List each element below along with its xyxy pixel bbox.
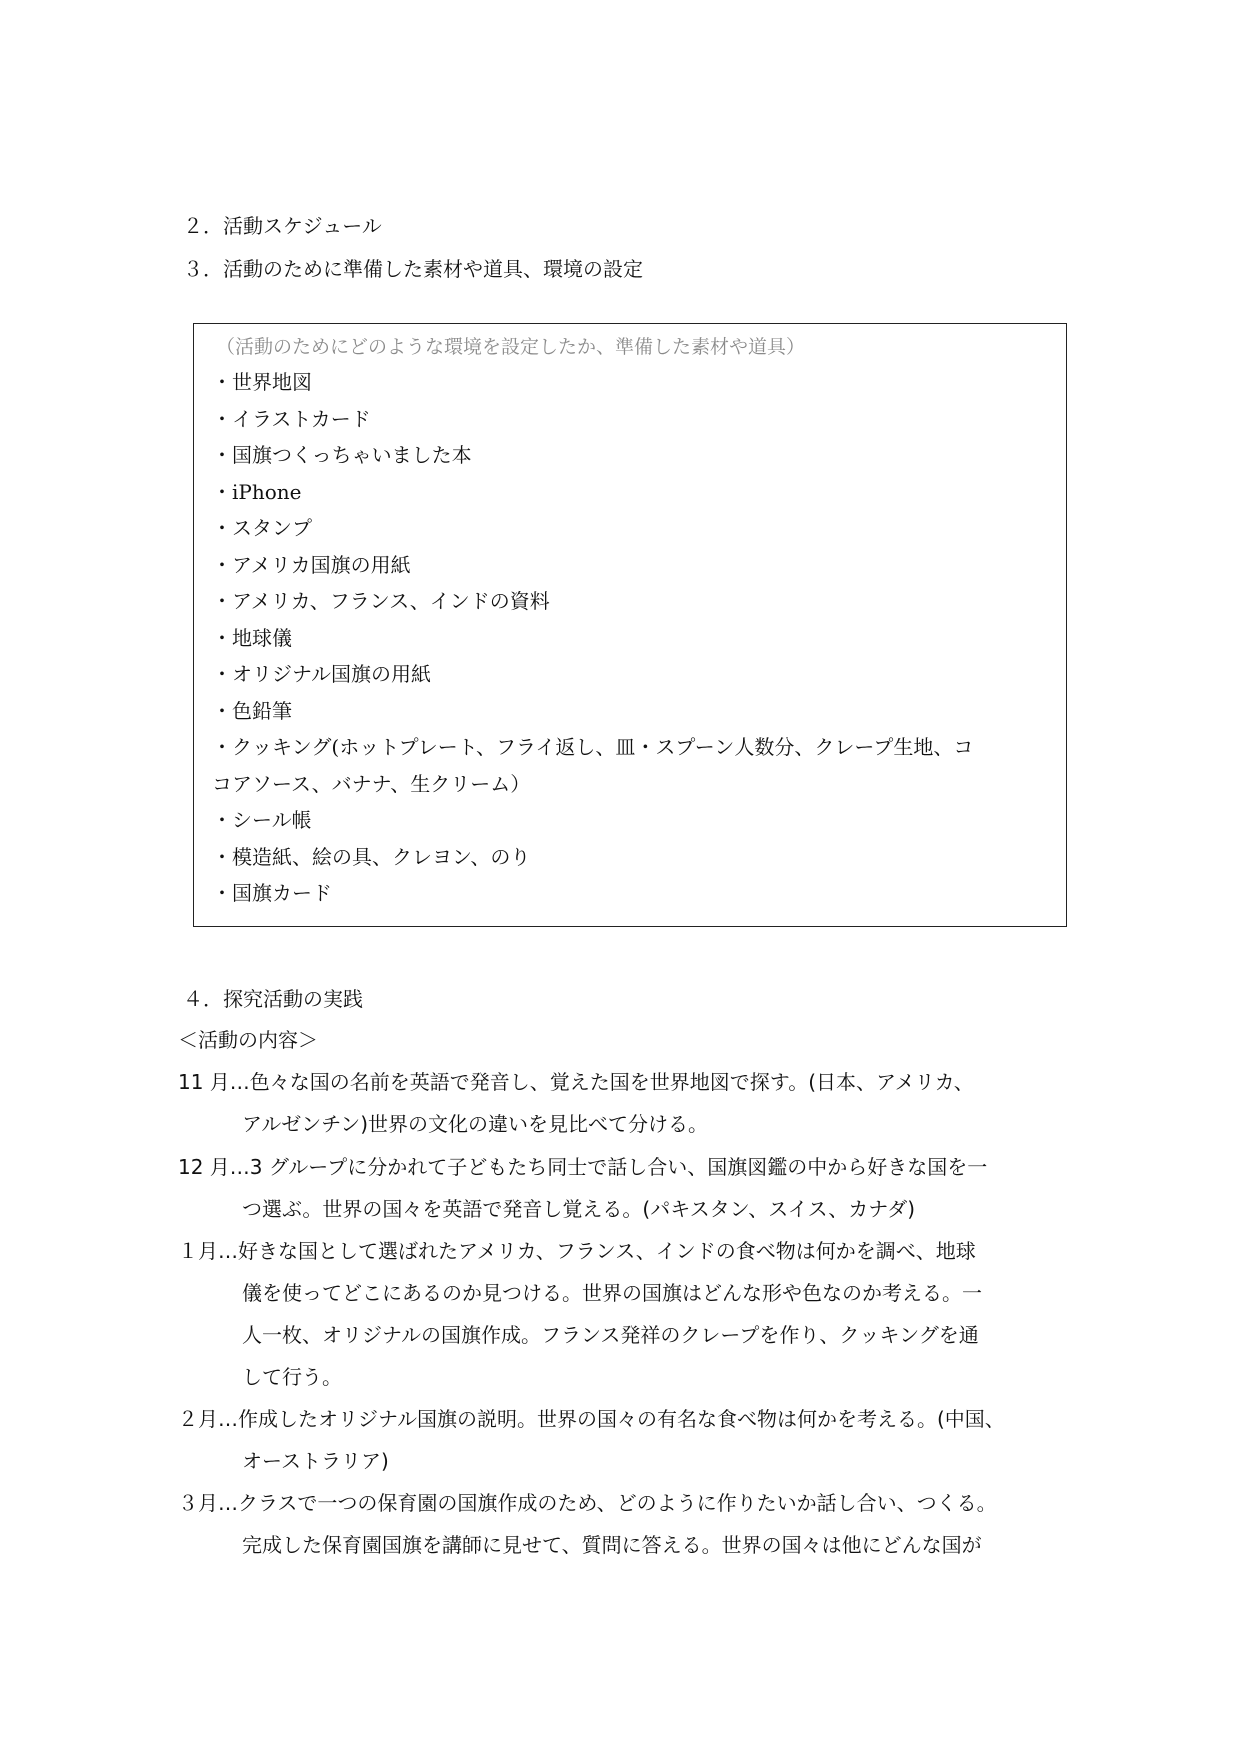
activity-line-february: ２月…作成したオリジナル国旗の説明。世界の国々の有名な食べ物は何かを考える。(中国、 <box>178 1407 1005 1431</box>
materials-box-note: （活動のためにどのような環境を設定したか、準備した素材や道具） <box>216 336 806 358</box>
activity-line-january: １月…好きな国として選ばれたアメリカ、フランス、インドの食べ物は何かを調べ、地球 <box>178 1239 976 1263</box>
activity-line-continued: つ選ぶ。世界の国々を英語で発音し覚える。(パキスタン、スイス、カナダ) <box>242 1197 916 1221</box>
material-item: ・世界地図 <box>212 370 312 394</box>
material-item: ・色鉛筆 <box>212 699 292 723</box>
material-item: ・オリジナル国旗の用紙 <box>212 662 431 686</box>
material-item: ・模造紙、絵の具、クレヨン、のり <box>212 845 531 869</box>
material-item: ・国旗カード <box>212 881 332 905</box>
section-4-heading: ４．探究活動の実践 <box>183 987 363 1011</box>
activity-line-november: 11 月…色々な国の名前を英語で発音し、覚えた国を世界地図で探す。(日本、アメリカ、 <box>178 1070 974 1094</box>
material-item: ・シール帳 <box>212 808 312 832</box>
section-2-heading: ２．活動スケジュール <box>183 214 382 238</box>
material-item: ・アメリカ、フランス、インドの資料 <box>212 589 550 613</box>
activity-line-continued: 人一枚、オリジナルの国旗作成。フランス発祥のクレープを作り、クッキングを通 <box>242 1323 979 1347</box>
activity-line-continued: 完成した保育園国旗を講師に見せて、質問に答える。世界の国々は他にどんな国が <box>242 1533 982 1557</box>
material-item: ・イラストカード <box>212 407 371 431</box>
section-3-heading: ３．活動のために準備した素材や道具、環境の設定 <box>183 257 643 281</box>
material-item: ・クッキング(ホットプレート、フライ返し、皿・スプーン人数分、クレープ生地、コ <box>212 735 974 759</box>
activity-line-continued: して行う。 <box>242 1365 342 1389</box>
material-item: ・スタンプ <box>212 516 312 540</box>
material-item: ・アメリカ国旗の用紙 <box>212 553 411 577</box>
section-4-subtitle: ＜活動の内容＞ <box>178 1028 318 1052</box>
material-item-continued: コアソース、バナナ、生クリーム） <box>212 772 531 796</box>
activity-line-continued: 儀を使ってどこにあるのか見つける。世界の国旗はどんな形や色なのか考える。一 <box>242 1281 982 1305</box>
activity-line-march: ３月…クラスで一つの保育園の国旗作成のため、どのように作りたいか話し合い、つくる。 <box>178 1491 997 1515</box>
activity-line-continued: オーストラリア) <box>242 1449 389 1473</box>
material-item: ・地球儀 <box>212 626 292 650</box>
material-item: ・iPhone <box>212 480 302 504</box>
activity-line-december: 12 月…3 グループに分かれて子どもたち同士で話し合い、国旗図鑑の中から好きな国を一 <box>178 1155 988 1179</box>
material-item: ・国旗つくっちゃいました本 <box>212 443 472 467</box>
activity-line-continued: アルゼンチン)世界の文化の違いを見比べて分ける。 <box>242 1112 709 1136</box>
